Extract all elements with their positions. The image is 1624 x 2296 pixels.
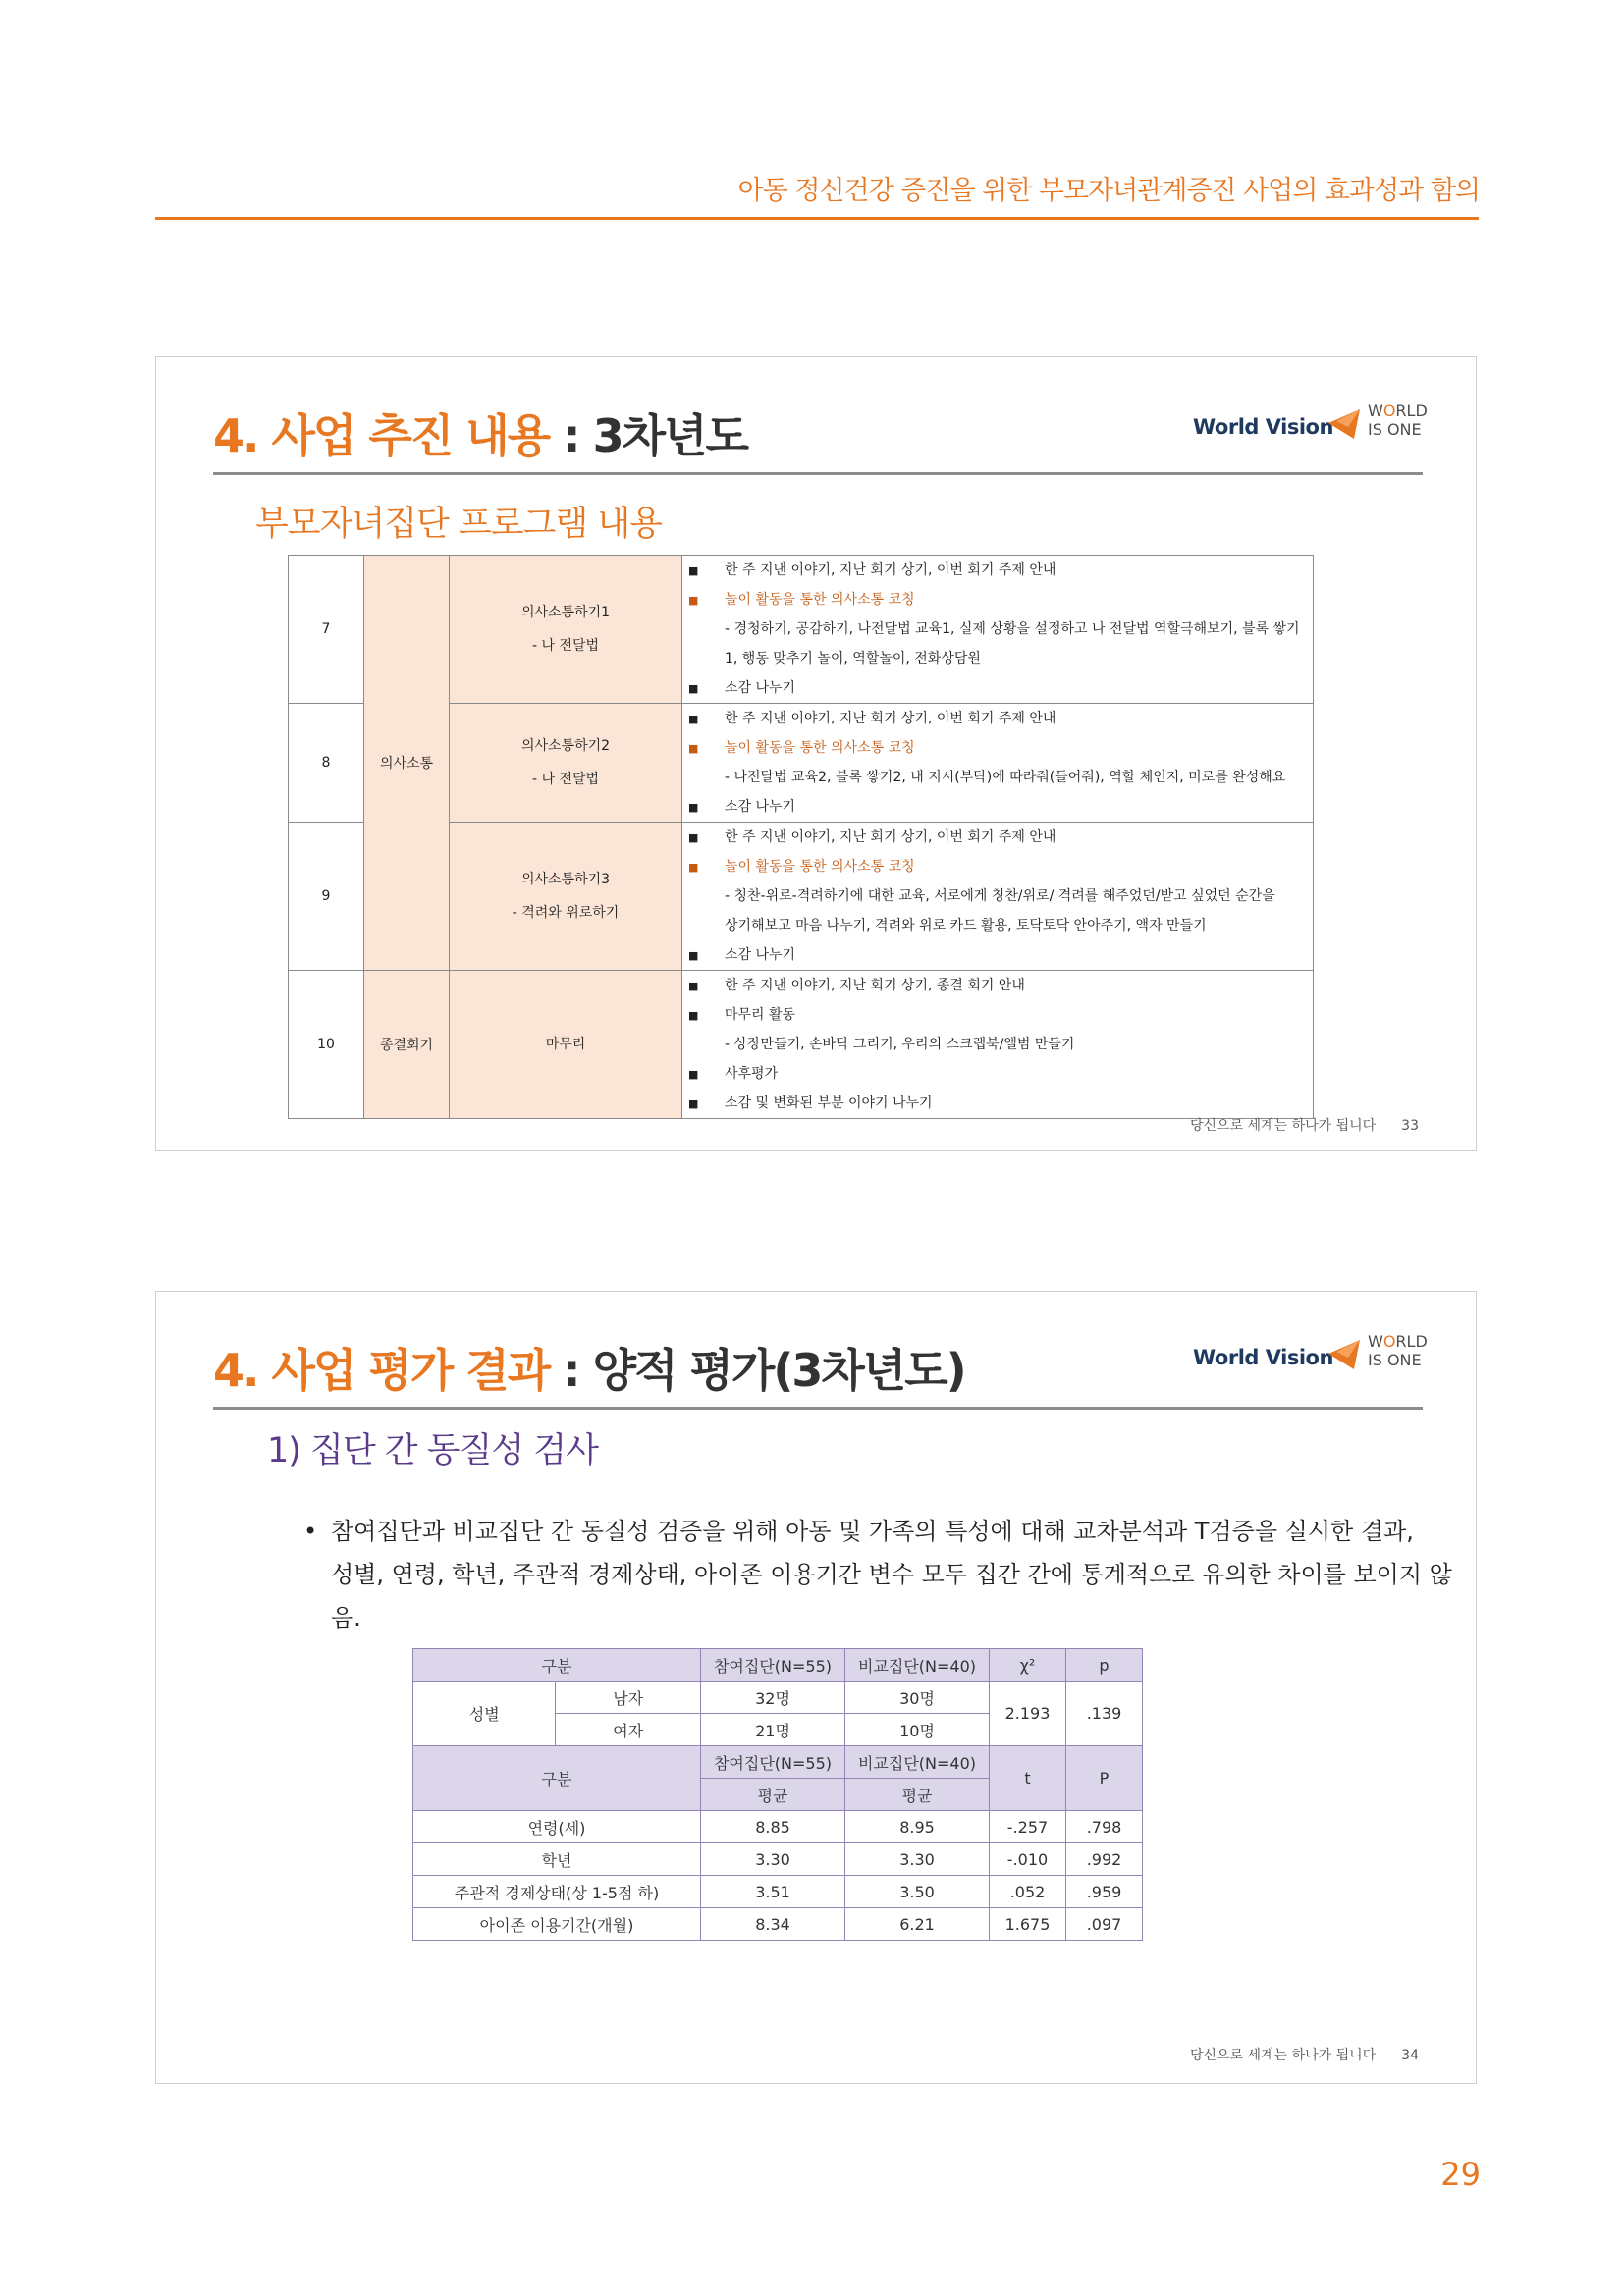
title-sub: : 양적 평가(3차년도) [563, 1344, 965, 1397]
title-main: 4. 사업 평가 결과 [213, 1344, 550, 1397]
table-row: 주관적 경제상태(상 1-5점 하) 3.51 3.50 .052 .959 [413, 1876, 1143, 1908]
header2-mean-comparison: 평균 [845, 1779, 990, 1811]
world-vision-logo [1193, 401, 1429, 451]
table-row [289, 971, 1314, 1119]
running-header: 아동 정신건강 증진을 위한 부모자녀관계증진 사업의 효과성과 함의 [737, 176, 1480, 206]
header-rule [155, 217, 1479, 220]
session-category: 의사소통 [364, 556, 450, 971]
header2-participant: 참여집단(N=55) [701, 1746, 845, 1779]
table-row [289, 556, 1314, 704]
session-name: 의사소통하기2 - 나 전달법 [450, 704, 682, 823]
slide-33 [155, 356, 1477, 1151]
bullet-paragraph: • 참여집단과 비교집단 간 동질성 검증을 위해 아동 및 가족의 특성에 대해 교차분석과 T검증을 실시한 결과, 성별, 연령, 학년, 주관적 경제상태, 아이존 이용기간 변수 모두 집간 간에 통계적으로 유의한 차이를 보이지 않음. [303, 1510, 1476, 1639]
slide-title [213, 400, 747, 465]
title-sub: : 3차년도 [563, 409, 747, 462]
header-gubun: 구분 [413, 1649, 701, 1682]
session-category: 종결회기 [364, 971, 450, 1119]
title-rule [213, 472, 1423, 475]
slide-footer: 당신으로 세계는 하나가 됩니다 34 [1190, 2048, 1419, 2063]
session-name: 의사소통하기3 - 격려와 위로하기 [450, 823, 682, 971]
header-comparison: 비교집단(N=40) [845, 1649, 990, 1682]
slide-title [213, 1335, 965, 1400]
session-number: 8 [289, 704, 364, 823]
session-number: 7 [289, 556, 364, 704]
world-vision-logo [1193, 1332, 1429, 1381]
world-vision-star-icon [1326, 405, 1362, 441]
male-participant: 32명 [701, 1682, 845, 1714]
female-participant: 21명 [701, 1714, 845, 1746]
logo-wordmark: World Vision [1193, 415, 1333, 439]
session-number: 9 [289, 823, 364, 971]
gender-label: 성별 [413, 1682, 556, 1746]
homogeneity-table [412, 1648, 1143, 1941]
session-activities: ■ 한 주 지낸 이야기, 지난 회기 상기, 이번 회기 주제 안내 ■ 놀이 활동을 통한 의사소통 코칭 - 나전달법 교육2, 블록 쌓기2, 내 지시(부탁)에 따라줘(들어줘), 역할 체인지, 미로를 완성해요 ■ 소감 나누기 [682, 704, 1314, 823]
header-p: p [1066, 1649, 1143, 1682]
logo-wordmark: World Vision [1193, 1346, 1333, 1369]
logo-world-is-one: WORLD IS ONE [1368, 1332, 1428, 1369]
chi-p-value: .139 [1066, 1682, 1143, 1746]
header2-p: P [1066, 1746, 1143, 1811]
title-rule [213, 1407, 1423, 1410]
table-row: 학년 3.30 3.30 -.010 .992 [413, 1843, 1143, 1876]
male-comparison: 30명 [845, 1682, 990, 1714]
title-main: 4. 사업 추진 내용 [213, 409, 550, 462]
header2-comparison: 비교집단(N=40) [845, 1746, 990, 1779]
session-activities: ■ 한 주 지낸 이야기, 지난 회기 상기, 종결 회기 안내 ■ 마무리 활동 - 상장만들기, 손바닥 그리기, 우리의 스크랩북/앨범 만들기 ■ 사후평가 ■ 소감 및 변화된 부분 이야기 나누기 [682, 971, 1314, 1119]
slide-footer: 당신으로 세계는 하나가 됩니다 33 [1190, 1118, 1419, 1134]
header2-t: t [990, 1746, 1066, 1811]
chi-value: 2.193 [990, 1682, 1066, 1746]
slide-34 [155, 1291, 1477, 2084]
header2-gubun: 구분 [413, 1746, 701, 1811]
session-activities: ■ 한 주 지낸 이야기, 지난 회기 상기, 이번 회기 주제 안내 ■ 놀이 활동을 통한 의사소통 코칭 - 경청하기, 공감하기, 나전달법 교육1, 실제 상황을 설정하고 나 전달법 역할극해보기, 블록 쌓기 1, 행동 맞추기 놀이, 역할놀이, 전화상담원 ■ 소감 나누기 [682, 556, 1314, 704]
table-row: 연령(세) 8.85 8.95 -.257 .798 [413, 1811, 1143, 1843]
session-name: 의사소통하기1 - 나 전달법 [450, 556, 682, 704]
header2-mean-participant: 평균 [701, 1779, 845, 1811]
table-row: 아이존 이용기간(개월) 8.34 6.21 1.675 .097 [413, 1908, 1143, 1941]
session-number: 10 [289, 971, 364, 1119]
section-heading: 부모자녀집단 프로그램 내용 [255, 505, 662, 544]
header-participant: 참여집단(N=55) [701, 1649, 845, 1682]
male-label: 남자 [556, 1682, 701, 1714]
logo-world-is-one: WORLD IS ONE [1368, 401, 1428, 439]
bullet-icon: • [303, 1518, 318, 1545]
program-table [288, 555, 1314, 1119]
session-activities: ■ 한 주 지낸 이야기, 지난 회기 상기, 이번 회기 주제 안내 ■ 놀이 활동을 통한 의사소통 코칭 - 칭찬-위로-격려하기에 대한 교육, 서로에게 칭찬/위로/ 격려를 해주었던/받고 싶었던 순간을 상기해보고 마음 나누기, 격려와 위로 카드 활용, 토닥토닥 안아주기, 액자 만들기 ■ 소감 나누기 [682, 823, 1314, 971]
female-comparison: 10명 [845, 1714, 990, 1746]
session-name: 마무리 [450, 971, 682, 1119]
page-number: 29 [1440, 2156, 1481, 2193]
section-heading: 1) 집단 간 동질성 검사 [267, 1431, 598, 1470]
female-label: 여자 [556, 1714, 701, 1746]
world-vision-star-icon [1326, 1336, 1362, 1371]
header-chi: χ² [990, 1649, 1066, 1682]
